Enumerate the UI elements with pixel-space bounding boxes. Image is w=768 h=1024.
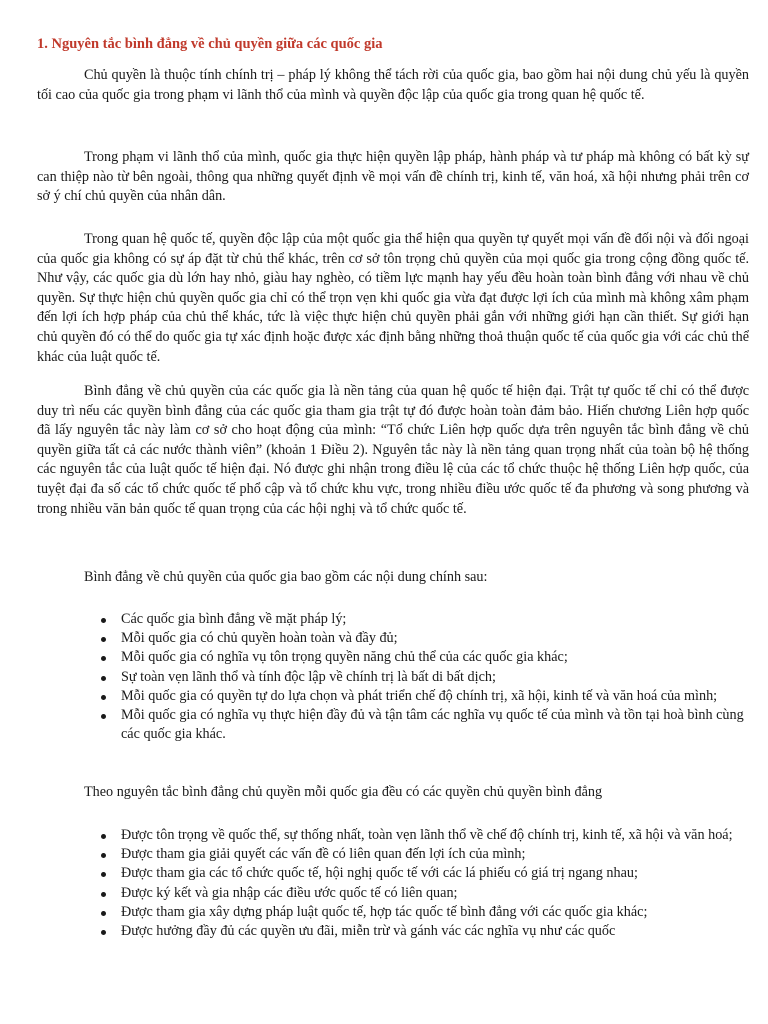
- paragraph-2: Trong phạm vi lãnh thổ của mình, quốc gia thực hiện quyền lập pháp, hành pháp và tư pháp mà không có bất kỳ sự can thiệp nào từ bên ngoài, thông qua những quyết định về mọi vấn đề chính trị, kinh tế, văn hoá, xã hội nhưng phải trên cơ sở ý chí chủ quyền của nhân dân.: [37, 149, 749, 205]
- list-item: Được tham gia giải quyết các vấn đề có liên quan đến lợi ích của mình;: [37, 845, 749, 864]
- list-item: Các quốc gia bình đẳng về mặt pháp lý;: [37, 610, 749, 629]
- bullet-icon: [101, 834, 106, 839]
- bullet-icon: [101, 618, 106, 623]
- bullet-icon: [101, 892, 106, 897]
- paragraph-1: Chủ quyền là thuộc tính chính trị – pháp lý không thể tách rời của quốc gia, bao gồm hai nội dung chủ yếu là quyền tối cao của quốc gia trong phạm vi lãnh thổ của mình và quyền độc lập của quốc gia trong quan hệ quốc tế.: [37, 67, 749, 103]
- section-heading: 1. Nguyên tắc bình đẳng về chủ quyền giữa các quốc gia: [37, 36, 383, 52]
- bullet-icon: [101, 656, 106, 661]
- bullet-icon: [101, 637, 106, 642]
- list1: [37, 610, 749, 744]
- list-item: Sự toàn vẹn lãnh thổ và tính độc lập về chính trị là bất di bất dịch;: [37, 668, 749, 687]
- list2: [37, 826, 749, 941]
- bullet-icon: [101, 853, 106, 858]
- list-item: Được hưởng đầy đủ các quyền ưu đãi, miễn trừ và gánh vác các nghĩa vụ như các quốc: [37, 922, 749, 941]
- bullet-icon: [101, 695, 106, 700]
- list-item: Mỗi quốc gia có nghĩa vụ tôn trọng quyền năng chủ thể của các quốc gia khác;: [37, 648, 749, 667]
- bullet-icon: [101, 714, 106, 719]
- paragraph-4: Bình đẳng về chủ quyền của các quốc gia là nền tảng của quan hệ quốc tế hiện đại. Trật tự quốc tế chỉ có thể được duy trì nếu các quyền bình đẳng của các quốc gia tham gia trật tự đó được hoàn toàn đảm bảo. Hiến chương Liên hợp quốc đã lấy nguyên tắc này làm cơ sở cho hoạt động của mình: “Tổ chức Liên hợp quốc dựa trên nguyên tắc bình đẳng về chủ quyền giữa tất cả các nước thành viên” (khoản 1 Điều 2). Nguyên tắc này là nền tảng quan trọng nhất của toàn bộ hệ thống các nguyên tắc của luật quốc tế hiện đại. Nó được ghi nhận trong điều lệ của các tổ chức thuộc hệ thống Liên hợp quốc, của tuyệt đại đa số các tổ chức quốc tế phổ cập và tổ chức khu vực, trong nhiều điều ước quốc tế đa phương và song phương và trong nhiều văn bản quốc tế quan trọng của các hội nghị và tổ chức quốc tế.: [37, 383, 749, 517]
- paragraph-3: Trong quan hệ quốc tế, quyền độc lập của một quốc gia thể hiện qua quyền tự quyết mọi vấn đề đối nội và đối ngoại của quốc gia không có sự áp đặt từ chủ thể khác, trên cơ sở tôn trọng chủ quyền của mọi quốc gia trong cộng đồng quốc tế. Như vậy, các quốc gia dù lớn hay nhỏ, giàu hay nghèo, có tiềm lực mạnh hay yếu đều hoàn toàn bình đẳng với nhau về chủ quyền. Sự thực hiện chủ quyền quốc gia chỉ có thể trọn vẹn khi quốc gia vừa đạt được lợi ích của mình mà không xâm phạm đến lợi ích hợp pháp của chủ thể khác, tức là việc thực hiện chủ quyền phải gắn với những giới hạn cần thiết. Sự giới hạn chủ quyền đó có thể do quốc gia tự xác định hoặc được xác định bằng những thoả thuận quốc tế của quốc gia với các chủ thể khác của luật quốc tế.: [37, 231, 749, 365]
- list-item: Được tham gia các tổ chức quốc tế, hội nghị quốc tế với các lá phiếu có giá trị ngang nhau;: [37, 864, 749, 883]
- bullet-icon: [101, 872, 106, 877]
- list1-intro: Bình đẳng về chủ quyền của quốc gia bao gồm các nội dung chính sau:: [84, 569, 488, 585]
- list-item: Mỗi quốc gia có quyền tự do lựa chọn và phát triển chế độ chính trị, xã hội, kinh tế và văn hoá của mình;: [37, 687, 749, 706]
- bullet-icon: [101, 676, 106, 681]
- list-item: Mỗi quốc gia có nghĩa vụ thực hiện đầy đủ và tận tâm các nghĩa vụ quốc tế của mình và tồn tại hoà bình cùng các quốc gia khác.: [37, 706, 749, 744]
- list-item: Được tham gia xây dựng pháp luật quốc tế, hợp tác quốc tế bình đẳng với các quốc gia khác;: [37, 903, 749, 922]
- list2-intro: Theo nguyên tắc bình đẳng chủ quyền mỗi quốc gia đều có các quyền chủ quyền bình đẳng: [84, 784, 603, 800]
- list-item: Được ký kết và gia nhập các điều ước quốc tế có liên quan;: [37, 884, 749, 903]
- list-item: Mỗi quốc gia có chủ quyền hoàn toàn và đầy đủ;: [37, 629, 749, 648]
- list-item: Được tôn trọng về quốc thể, sự thống nhất, toàn vẹn lãnh thổ về chế độ chính trị, kinh tế, xã hội và văn hoá;: [37, 826, 749, 845]
- bullet-icon: [101, 930, 106, 935]
- bullet-icon: [101, 911, 106, 916]
